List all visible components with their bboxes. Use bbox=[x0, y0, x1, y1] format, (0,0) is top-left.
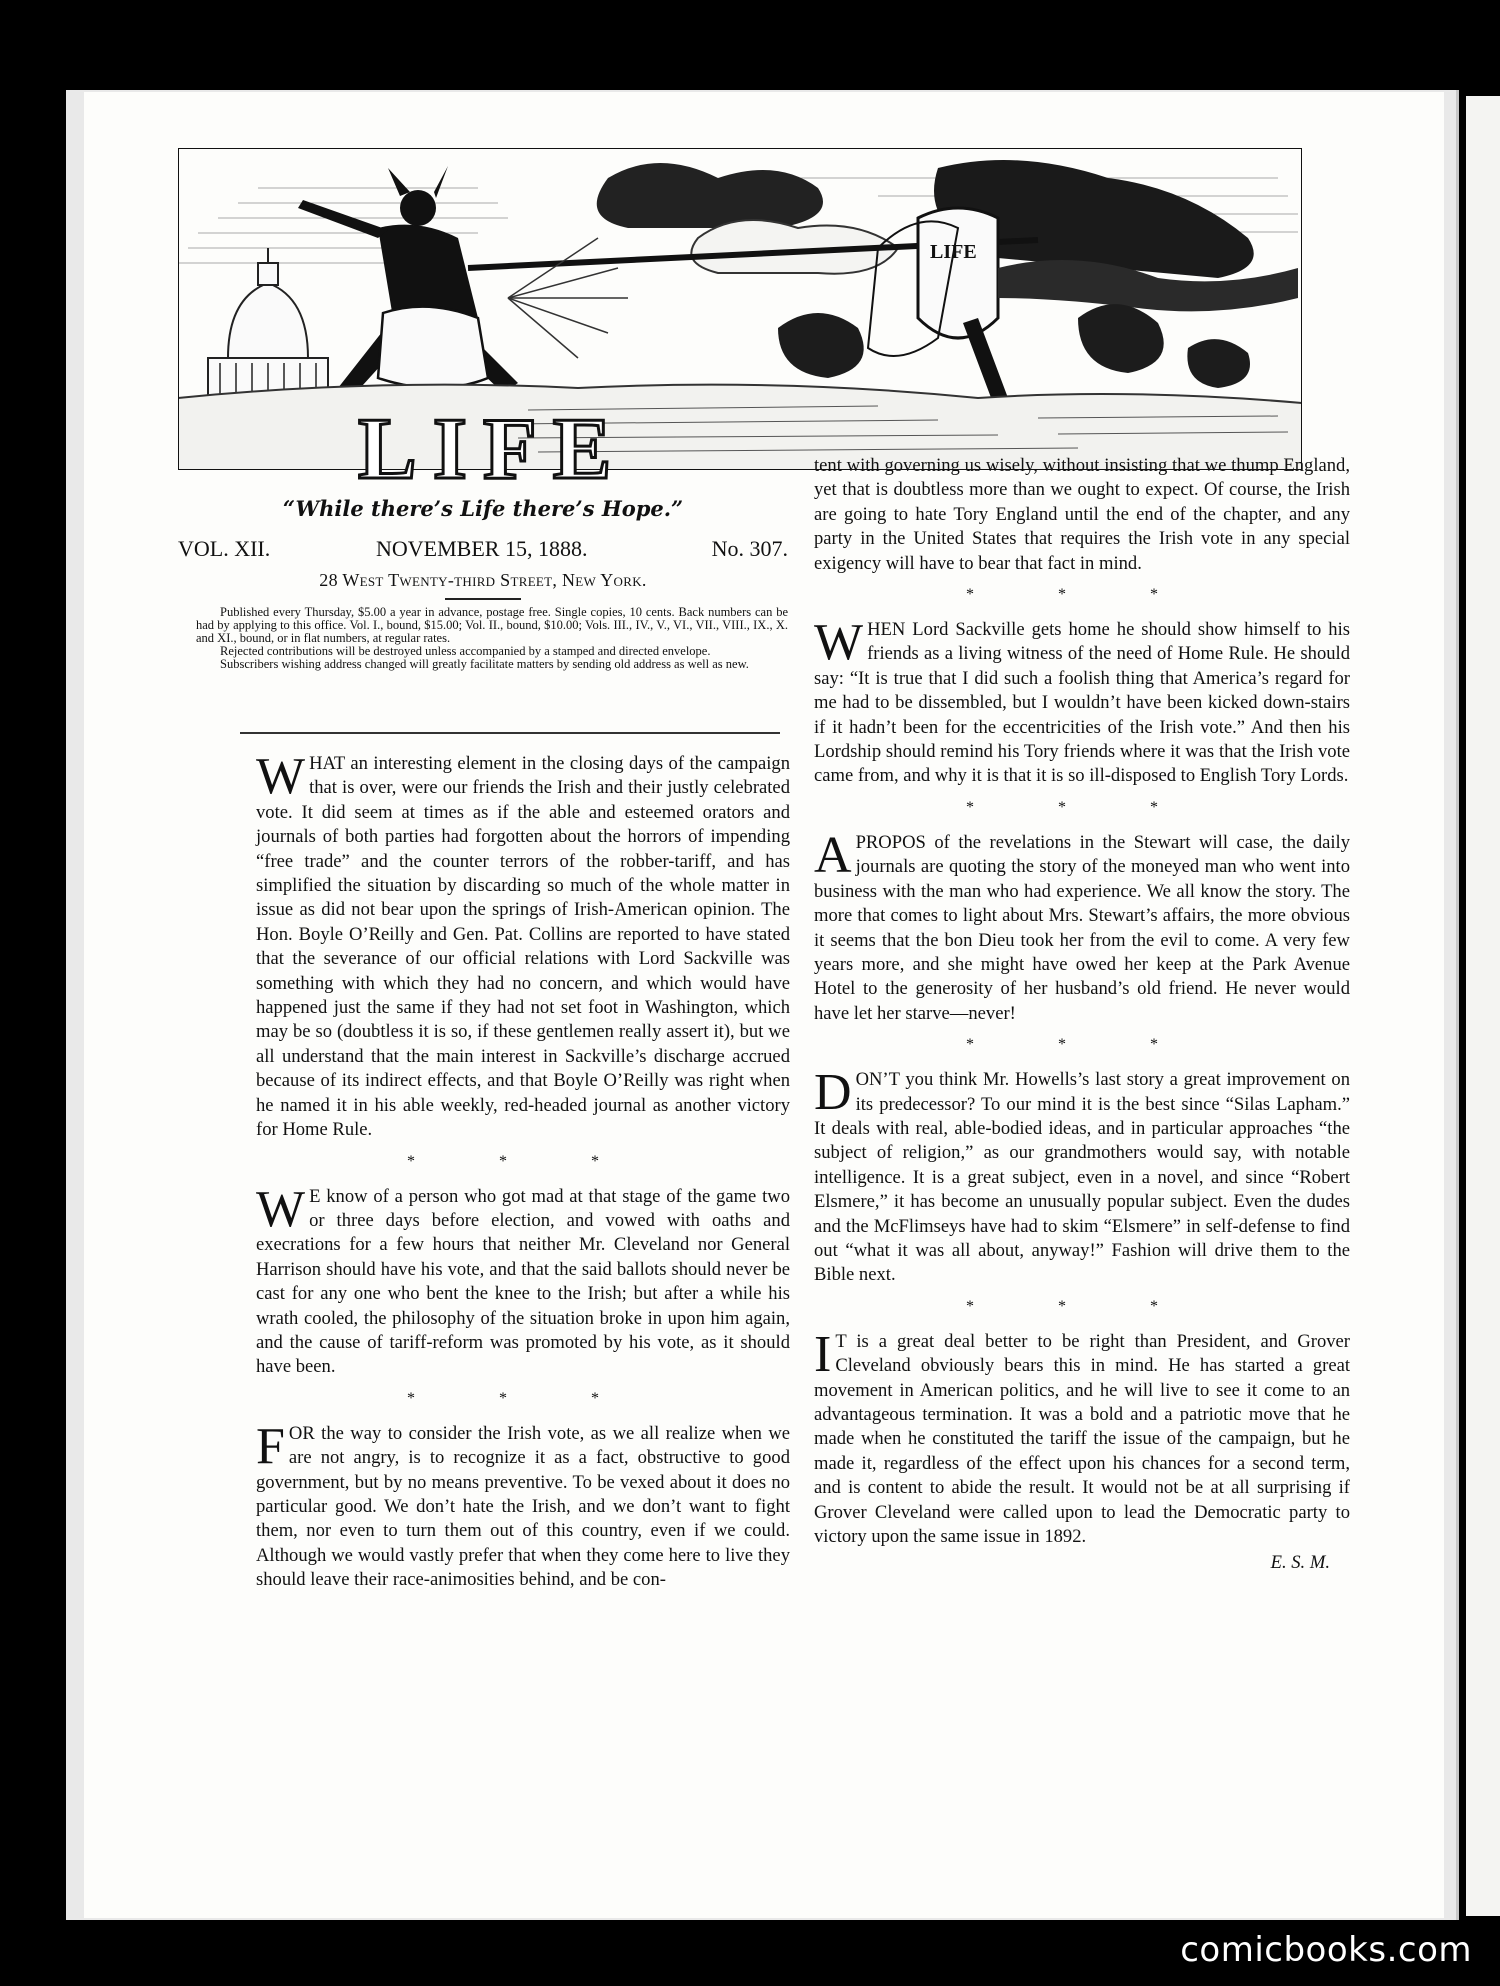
paragraph-howells bbox=[814, 1064, 1350, 1288]
drop-cap: W bbox=[256, 748, 306, 805]
masthead-motto: “While there’s Life there’s Hope.” bbox=[282, 496, 684, 521]
short-rule bbox=[445, 598, 521, 600]
author-signature: E. S. M. bbox=[1270, 1552, 1330, 1574]
issue-date: NOVEMBER 15, 1888. bbox=[376, 536, 588, 561]
paragraph-text: HAT an interesting element in the closing days of the campaign that is over, were our friends the Irish and their justly celebrated vote. It did seem at times as if the able and esteemed orators and journals of both parties had forgotten about the horrors of impending “free trade” and the counter terrors of the robber-tariff, and has simplified the situation by discarding so much of the whole matter in issue as did not bear upon the springs of Irish-American opinion. The Hon. Boyle O’Reilly and Gen. Pat. Collins are reported to have stated that the severance of our official relations with Lord Sackville was something with which they had no concern, and which would have happened just the same if they had not set foot in Washington, which may be so (doubtless it is so, if these gentlemen really assert it), but we all understand that the main interest in Sackville’s discharge accrued because of its indirect effects, and that Boyle O’Reilly was right when he named it in his able weekly, red-headed journal as another victory for Home Rule. bbox=[256, 753, 790, 1141]
paragraph-text: PROPOS of the revelations in the Stewart will case, the daily journals are quoting the story of the moneyed man who went into business with the man who had experience. We all know the story. The more that comes to light about Mrs. Stewart’s affairs, the more obvious it seems that the bon Dieu took her from the evil to come. A very few years more, and she might have owed her keep at the Park Avenue Hotel to the generosity of her husband’s old friend. He never would have let her starve—never! bbox=[814, 831, 1350, 1024]
paragraph-continuation: tent with governing us wisely, without insisting that we thump England, yet that is doubtless more than we ought to expect. Of course, the Irish are going to hate Tory England until the end of the chapter, and any party in the United States that requires the Irish vote in any special exigency will have to bear that fact in mind. bbox=[814, 455, 1350, 574]
section-separator: * * * bbox=[407, 1389, 639, 1407]
adjacent-page-edge bbox=[1466, 96, 1500, 1916]
paragraph-text: OR the way to consider the Irish vote, as we all realize when we are not angry, is to recognize it as a fact, obstructive to good government, but by no means preventive. To be vexed about it does no particular good. We don’t hate the Irish, and we don’t want to fight them, nor even to turn them out of this country, even if we could. Although we would vastly prefer that when they come here to live they should leave their race-animosities behind, and be con- bbox=[256, 1422, 790, 1591]
drop-cap: A bbox=[814, 826, 852, 884]
paragraph-text: HEN Lord Sackville gets home he should show himself to his friends as a living witness of the need of Home Rule. He should say: “It is true that I did such a foolish thing that America’s regard for me had to be dissembled, but I wouldn’t have been kicked down-stairs if it hadn’t been for the eccentricities of the Irish vote.” And then his Lordship should remind his Tory friends where it was that the Irish vote came from, and why it is that it is so ill-disposed to English Tory Lords. bbox=[814, 619, 1350, 787]
section-separator: * * * bbox=[966, 586, 1198, 604]
office-address: 28 West Twenty-third Street, New York. bbox=[319, 570, 647, 590]
paragraph-text: ON’T you think Mr. Howells’s last story a great improvement on its predecessor? To our mind it is the best since “Silas Lapham.” It deals with real, able-bodied ideas, and in particular approaches “the subject of religion,” as our grandmothers would say, with notable intelligence. It is a great subject, even in a novel, and since “Robert Elsmere,” it has become an unusually popular subject. Even the dudes and the McFlimseys have had to skim “Elsmere” in self-defense to find out “what it was all about, anyway!” Fashion will drive them to the Bible next. bbox=[814, 1069, 1350, 1286]
section-separator: * * * bbox=[966, 798, 1198, 816]
section-separator: * * * bbox=[966, 1036, 1198, 1054]
publication-notes bbox=[196, 606, 788, 671]
volume-number: VOL. XII. bbox=[178, 536, 271, 561]
drop-cap: W bbox=[814, 614, 864, 672]
paragraph-sackville bbox=[814, 614, 1350, 789]
engraving-scene bbox=[178, 148, 1302, 470]
paragraph-cleveland bbox=[814, 1325, 1350, 1550]
subscription-note: Published every Thursday, $5.00 a year in advance, postage free. Single copies, 10 cents. Back numbers can be had by applying to this office. Vol. I., bound, $15.00; Vol. II., bound, $10.00; Vols. III., IV., V., VI., VII., VIII., IX., X. and XI., bound, or in flat numbers, at regular rates. bbox=[196, 605, 788, 645]
right-column bbox=[814, 454, 1350, 1576]
left-column bbox=[256, 748, 790, 1593]
section-rule bbox=[240, 732, 780, 734]
life-logo: LIFE bbox=[358, 401, 628, 498]
drop-cap: D bbox=[814, 1064, 852, 1122]
site-watermark: comicbooks.com bbox=[1180, 1930, 1472, 1970]
svg-text:LIFE: LIFE bbox=[930, 241, 977, 263]
masthead-illustration bbox=[178, 148, 1302, 498]
drop-cap: F bbox=[256, 1417, 285, 1475]
section-separator: * * * bbox=[966, 1297, 1198, 1315]
drop-cap: I bbox=[814, 1325, 832, 1383]
contributions-note: Rejected contributions will be destroyed unless accompanied by a stamped and directed envelope. bbox=[220, 644, 711, 658]
paragraph-text: E know of a person who got mad at that stage of the game two or three days before election, and vowed with oaths and execrations for a few hours that neither Mr. Cleveland nor General Harrison should have his vote, and that the said ballots should never be cast for any one who bent the knee to the Irish; but after a while his wrath cooled, the philosophy of the situation broke in upon him again, and the cause of tariff-reform was promoted by his vote, as it should have been. bbox=[256, 1185, 790, 1378]
drop-cap: W bbox=[256, 1180, 306, 1238]
paragraph-consider-vote bbox=[256, 1417, 790, 1593]
address-change-note: Subscribers wishing address changed will greatly facilitate matters by sending old address as well as new. bbox=[220, 657, 749, 671]
volume-line bbox=[178, 536, 788, 566]
paragraph-text: T is a great deal better to be right than President, and Grover Cleveland obviously bears this in mind. He has started a great movement in American politics, and he will live to see it come to an advantageous termination. It was a bold and a patriotic move that he made when he constituted the tariff the issue of the campaign, but he made it, regardless of the effect upon his chances for a second term, and is content to abide the result. It would not be at all surprising if Grover Cleveland were called upon to lead the Democratic party to victory upon the same issue in 1892. bbox=[814, 1330, 1350, 1548]
issue-number: No. 307. bbox=[711, 536, 788, 561]
paragraph-mad-voter bbox=[256, 1180, 790, 1380]
section-separator: * * * bbox=[407, 1152, 639, 1170]
paragraph-irish-vote bbox=[256, 748, 790, 1143]
paragraph-stewart-case bbox=[814, 826, 1350, 1026]
